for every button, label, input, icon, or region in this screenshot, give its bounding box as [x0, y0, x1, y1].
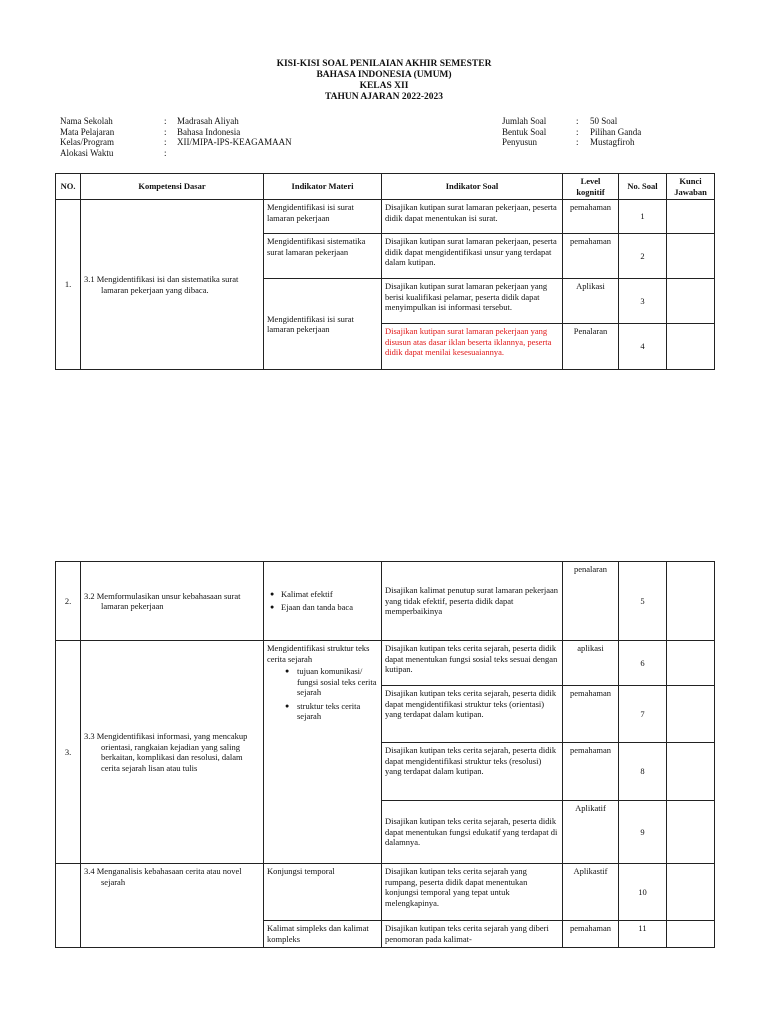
kunci-jawaban — [667, 279, 715, 324]
col-header-nosoal: No. Soal — [619, 174, 667, 200]
kunci-jawaban — [667, 686, 715, 743]
meta-value: XII/MIPA-IPS-KEAGAMAAN — [177, 137, 292, 147]
indikator-soal: Disajikan kutipan teks cerita sejarah yang diberi penomoran pada kalimat- — [382, 921, 563, 948]
meta-left — [60, 116, 360, 158]
meta-label: Nama Sekolah — [60, 116, 113, 126]
meta-row-count — [502, 116, 702, 127]
level-kognitif: Aplikastif — [563, 864, 619, 921]
level-kognitif: aplikasi — [563, 641, 619, 686]
indikator-soal: Disajikan kutipan teks cerita sejarah, peserta didik dapat mengidentifikasi struktur teks (orientasi) yang terdapat dalam kutipan. — [382, 686, 563, 743]
indikator-materi: Mengidentifikasi isi surat lamaran pekerjaan — [264, 200, 382, 234]
indikator-materi — [264, 641, 382, 864]
indikator-soal: Disajikan kutipan teks cerita sejarah, peserta didik dapat mengidentifikasi struktur teks (resolusi) yang terdapat dalam kutipan. — [382, 743, 563, 801]
document-title — [0, 59, 768, 103]
table-header-row — [56, 174, 715, 200]
level-kognitif: Penalaran — [563, 324, 619, 370]
kunci-jawaban — [667, 801, 715, 864]
meta-label: Jumlah Soal — [502, 116, 547, 126]
meta-value: 50 Soal — [590, 116, 618, 126]
indikator-materi: Konjungsi temporal — [264, 864, 382, 921]
meta-right — [502, 116, 702, 148]
meta-row-time — [60, 148, 360, 159]
row-number: 2. — [56, 562, 81, 641]
table-row — [56, 864, 715, 921]
kunci-jawaban — [667, 641, 715, 686]
materi-bullet-list — [267, 589, 378, 613]
indikator-materi: Mengidentifikasi isi surat lamaran pekerjaan — [264, 279, 382, 370]
table-row — [56, 641, 715, 686]
no-soal: 8 — [619, 743, 667, 801]
level-kognitif: Aplikasi — [563, 279, 619, 324]
no-soal: 10 — [619, 864, 667, 921]
level-kognitif: penalaran — [563, 562, 619, 641]
kompetensi-dasar: 3.4 Menganalisis kebahasaan cerita atau novel sejarah — [81, 864, 264, 948]
kunci-jawaban — [667, 743, 715, 801]
row-number — [56, 864, 81, 948]
kunci-jawaban — [667, 234, 715, 279]
table-row — [56, 200, 715, 234]
row-number: 3. — [56, 641, 81, 864]
table-row — [56, 562, 715, 641]
meta-label: Kelas/Program — [60, 137, 114, 147]
kompetensi-dasar: 3.3 Mengidentifikasi informasi, yang mencakup orientasi, rangkaian kejadian yang saling berkaitan, komplikasi dan resolusi, dalam cerita sejarah lisan atau tulis — [81, 641, 264, 864]
no-soal: 6 — [619, 641, 667, 686]
no-soal: 9 — [619, 801, 667, 864]
title-line-3: KELAS XII — [359, 81, 409, 91]
materi-bullet-list — [267, 666, 378, 722]
indikator-soal: Disajikan kutipan surat lamaran pekerjaan, peserta didik dapat mengidentifikasi unsur yang terdapat dalam kutipan. — [382, 234, 563, 279]
meta-label: Penyusun — [502, 137, 538, 147]
meta-sep: : — [576, 137, 579, 147]
list-item: ● Ejaan dan tanda baca — [267, 602, 378, 613]
meta-row-subject — [60, 127, 360, 138]
level-kognitif: pemahaman — [563, 743, 619, 801]
meta-value: Pilihan Ganda — [590, 126, 642, 137]
no-soal: 11 — [619, 921, 667, 948]
kunci-jawaban — [667, 324, 715, 370]
col-header-no: NO. — [56, 174, 81, 200]
meta-row-form — [502, 127, 702, 138]
level-kognitif: pemahaman — [563, 686, 619, 743]
indikator-soal: Disajikan kutipan surat lamaran pekerjaan yang disusun atas dasar iklan beserta iklannya, peserta didik dapat menilai kesesuaiannya. — [382, 324, 563, 370]
title-line-1: KISI-KISI SOAL PENILAIAN AKHIR SEMESTER — [276, 59, 492, 69]
kunci-jawaban — [667, 200, 715, 234]
no-soal: 1 — [619, 200, 667, 234]
level-kognitif: pemahaman — [563, 234, 619, 279]
meta-sep: : — [576, 116, 579, 126]
row-number: 1. — [56, 200, 81, 370]
col-header-kd: Kompetensi Dasar — [81, 174, 264, 200]
level-kognitif: pemahaman — [563, 921, 619, 948]
kunci-jawaban — [667, 864, 715, 921]
kompetensi-dasar: 3.2 Memformulasikan unsur kebahasaan surat lamaran pekerjaan — [81, 562, 264, 641]
no-soal: 4 — [619, 324, 667, 370]
meta-label: Mata Pelajaran — [60, 126, 115, 137]
indikator-soal: Disajikan kutipan surat lamaran pekerjaan yang berisi kualifikasi pelamar, peserta didik dapat menyimpulkan isi informasi tersebut. — [382, 279, 563, 324]
list-item: ● struktur teks cerita sejarah — [267, 701, 378, 722]
grid-table-2 — [55, 561, 715, 948]
meta-sep: : — [576, 126, 579, 137]
meta-sep: : — [164, 147, 167, 158]
meta-label: Alokasi Waktu — [60, 147, 114, 158]
level-kognitif: pemahaman — [563, 200, 619, 234]
materi-text: Mengidentifikasi struktur teks cerita sejarah — [267, 643, 370, 664]
no-soal: 7 — [619, 686, 667, 743]
meta-row-class — [60, 137, 360, 148]
indikator-soal: Disajikan kalimat penutup surat lamaran pekerjaan yang tidak efektif, peserta didik dapat memperbaikinya — [382, 562, 563, 641]
no-soal: 5 — [619, 562, 667, 641]
meta-value: Mustagfiroh — [590, 137, 635, 147]
col-header-kunci: Kunci Jawaban — [667, 174, 715, 200]
kunci-jawaban — [667, 921, 715, 948]
meta-row-author — [502, 137, 702, 148]
indikator-soal: Disajikan kutipan teks cerita sejarah, peserta didik dapat menentukan fungsi edukatif yang terdapat di dalamnya. — [382, 801, 563, 864]
indikator-materi: Kalimat simpleks dan kalimat kompleks — [264, 921, 382, 948]
indikator-soal: Disajikan kutipan teks cerita sejarah yang rumpang, peserta didik dapat menentukan konjungsi temporal yang tepat untuk melengkapinya. — [382, 864, 563, 921]
title-line-4: TAHUN AJARAN 2022-2023 — [324, 92, 444, 102]
kunci-jawaban — [667, 562, 715, 641]
col-header-materi: Indikator Materi — [264, 174, 382, 200]
grid-table-1 — [55, 173, 715, 370]
meta-label: Bentuk Soal — [502, 126, 547, 137]
meta-value: Bahasa Indonesia — [177, 126, 241, 137]
meta-sep: : — [164, 126, 167, 137]
indikator-soal: Disajikan kutipan teks cerita sejarah, peserta didik dapat menentukan fungsi sosial teks sesuai dengan kutipan. — [382, 641, 563, 686]
meta-sep: : — [164, 116, 167, 126]
level-kognitif: Aplikatif — [563, 801, 619, 864]
list-item: ● Kalimat efektif — [267, 589, 378, 600]
col-header-soal: Indikator Soal — [382, 174, 563, 200]
no-soal: 2 — [619, 234, 667, 279]
list-item: ● tujuan komunikasi/ fungsi sosial teks cerita sejarah — [267, 666, 378, 698]
indikator-materi — [264, 562, 382, 641]
kompetensi-dasar: 3.1 Mengidentifikasi isi dan sistematika surat lamaran pekerjaan yang dibaca. — [81, 200, 264, 370]
indikator-materi: Mengidentifikasi sistematika surat lamaran pekerjaan — [264, 234, 382, 279]
meta-value: Madrasah Aliyah — [177, 116, 239, 126]
no-soal: 3 — [619, 279, 667, 324]
meta-row-school — [60, 116, 360, 127]
col-header-level: Level kognitif — [563, 174, 619, 200]
meta-sep: : — [164, 137, 167, 147]
title-line-2: BAHASA INDONESIA (UMUM) — [316, 70, 452, 80]
indikator-soal: Disajikan kutipan surat lamaran pekerjaan, peserta didik dapat menentukan isi surat. — [382, 200, 563, 234]
